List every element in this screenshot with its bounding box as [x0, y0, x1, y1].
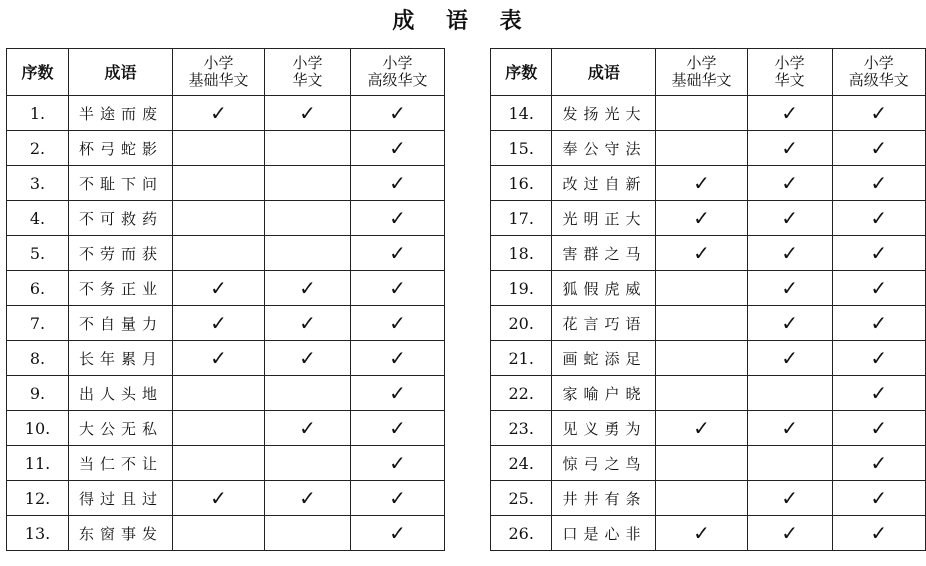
- basic-chinese-check-cell: [173, 201, 265, 236]
- row-number: 22.: [491, 376, 552, 411]
- standard-chinese-check-cell: [747, 131, 832, 166]
- basic-chinese-check-cell: [173, 516, 265, 551]
- idiom-text: 不可救药: [69, 201, 173, 236]
- standard-chinese-check-cell: [747, 201, 832, 236]
- checkmark-icon: ✓: [389, 206, 406, 230]
- row-number: 13.: [7, 516, 69, 551]
- row-number: 3.: [7, 166, 69, 201]
- table-row: [491, 131, 926, 166]
- checkmark-icon: ✓: [870, 381, 888, 405]
- basic-chinese-check-cell: [656, 201, 747, 236]
- idiom-text: 当仁不让: [69, 446, 173, 481]
- header-advanced-line1: 小学: [382, 54, 413, 72]
- header-no: 序数: [7, 49, 69, 96]
- header-basic-line1: 小学: [686, 54, 717, 72]
- table-row: [7, 341, 445, 376]
- checkmark-icon: ✓: [389, 381, 406, 405]
- advanced-chinese-check-cell: [351, 446, 445, 481]
- basic-chinese-check-cell: [173, 96, 265, 131]
- basic-chinese-check-cell: [656, 516, 747, 551]
- checkmark-icon: ✓: [389, 101, 406, 125]
- table-row: [491, 376, 926, 411]
- advanced-chinese-check-cell: [351, 376, 445, 411]
- standard-chinese-check-cell: [265, 201, 351, 236]
- idiom-text: 半途而废: [69, 96, 173, 131]
- row-number: 2.: [7, 131, 69, 166]
- checkmark-icon: ✓: [210, 101, 227, 125]
- table-row: [7, 131, 445, 166]
- basic-chinese-check-cell: [173, 411, 265, 446]
- header-basic-line2: 基础华文: [188, 71, 249, 89]
- table-row: [7, 446, 445, 481]
- checkmark-icon: ✓: [389, 276, 406, 300]
- header-standard-line2: 华文: [774, 71, 805, 89]
- standard-chinese-check-cell: [747, 341, 832, 376]
- idiom-text: 长年累月: [69, 341, 173, 376]
- standard-chinese-check-cell: [265, 411, 351, 446]
- row-number: 14.: [491, 96, 552, 131]
- checkmark-icon: ✓: [870, 451, 888, 475]
- header-basic-line1: 小学: [203, 54, 234, 72]
- idiom-table-right: [490, 48, 926, 551]
- advanced-chinese-check-cell: [351, 411, 445, 446]
- basic-chinese-check-cell: [173, 271, 265, 306]
- advanced-chinese-check-cell: [832, 271, 925, 306]
- header-row: [491, 49, 926, 96]
- basic-chinese-check-cell: [173, 306, 265, 341]
- standard-chinese-check-cell: [747, 306, 832, 341]
- row-number: 5.: [7, 236, 69, 271]
- standard-chinese-check-cell: [265, 166, 351, 201]
- row-number: 6.: [7, 271, 69, 306]
- checkmark-icon: ✓: [389, 171, 406, 195]
- advanced-chinese-check-cell: [832, 236, 925, 271]
- checkmark-icon: ✓: [389, 521, 406, 545]
- row-number: 9.: [7, 376, 69, 411]
- standard-chinese-check-cell: [747, 236, 832, 271]
- checkmark-icon: ✓: [299, 346, 316, 370]
- checkmark-icon: ✓: [210, 486, 227, 510]
- advanced-chinese-check-cell: [832, 376, 925, 411]
- idiom-table-left: [6, 48, 445, 551]
- table-row: [7, 411, 445, 446]
- idiom-text: 见义勇为: [552, 411, 656, 446]
- header-advanced-chinese: [832, 49, 925, 96]
- table-row: [491, 411, 926, 446]
- row-number: 4.: [7, 201, 69, 236]
- checkmark-icon: ✓: [299, 486, 316, 510]
- checkmark-icon: ✓: [389, 241, 406, 265]
- basic-chinese-check-cell: [656, 446, 747, 481]
- basic-chinese-check-cell: [173, 341, 265, 376]
- table-row: [7, 166, 445, 201]
- basic-chinese-check-cell: [656, 341, 747, 376]
- checkmark-icon: ✓: [389, 136, 406, 160]
- basic-chinese-check-cell: [173, 446, 265, 481]
- checkmark-icon: ✓: [693, 241, 710, 265]
- standard-chinese-check-cell: [747, 446, 832, 481]
- advanced-chinese-check-cell: [351, 341, 445, 376]
- standard-chinese-check-cell: [747, 271, 832, 306]
- table-row: [491, 481, 926, 516]
- header-basic-chinese: [173, 49, 265, 96]
- header-advanced-line1: 小学: [863, 54, 894, 72]
- standard-chinese-check-cell: [747, 411, 832, 446]
- idiom-text: 画蛇添足: [552, 341, 656, 376]
- header-idiom: 成语: [69, 49, 173, 96]
- basic-chinese-check-cell: [173, 481, 265, 516]
- idiom-text: 大公无私: [69, 411, 173, 446]
- basic-chinese-check-cell: [656, 411, 747, 446]
- table-row: [7, 376, 445, 411]
- header-basic-line2: 基础华文: [671, 71, 732, 89]
- idiom-text: 狐假虎威: [552, 271, 656, 306]
- header-advanced-line2: 高级华文: [367, 71, 428, 89]
- row-number: 24.: [491, 446, 552, 481]
- table-row: [491, 446, 926, 481]
- row-number: 19.: [491, 271, 552, 306]
- checkmark-icon: ✓: [299, 276, 316, 300]
- advanced-chinese-check-cell: [351, 96, 445, 131]
- checkmark-icon: ✓: [299, 101, 316, 125]
- checkmark-icon: ✓: [781, 206, 799, 230]
- row-number: 15.: [491, 131, 552, 166]
- checkmark-icon: ✓: [781, 311, 799, 335]
- standard-chinese-check-cell: [265, 271, 351, 306]
- checkmark-icon: ✓: [781, 346, 799, 370]
- basic-chinese-check-cell: [656, 481, 747, 516]
- checkmark-icon: ✓: [870, 171, 888, 195]
- checkmark-icon: ✓: [781, 521, 799, 545]
- row-number: 21.: [491, 341, 552, 376]
- advanced-chinese-check-cell: [832, 96, 925, 131]
- advanced-chinese-check-cell: [832, 201, 925, 236]
- row-number: 20.: [491, 306, 552, 341]
- checkmark-icon: ✓: [781, 486, 799, 510]
- checkmark-icon: ✓: [781, 241, 799, 265]
- advanced-chinese-check-cell: [351, 166, 445, 201]
- checkmark-icon: ✓: [870, 416, 888, 440]
- idiom-text: 东窗事发: [69, 516, 173, 551]
- page-title: 成 语 表: [392, 9, 534, 34]
- idiom-text: 发扬光大: [552, 96, 656, 131]
- idiom-text: 家喻户晓: [552, 376, 656, 411]
- idiom-text: 口是心非: [552, 516, 656, 551]
- basic-chinese-check-cell: [173, 131, 265, 166]
- checkmark-icon: ✓: [870, 521, 888, 545]
- table-row: [7, 481, 445, 516]
- advanced-chinese-check-cell: [832, 131, 925, 166]
- header-basic-chinese: [656, 49, 747, 96]
- standard-chinese-check-cell: [265, 131, 351, 166]
- advanced-chinese-check-cell: [832, 341, 925, 376]
- standard-chinese-check-cell: [265, 306, 351, 341]
- row-number: 16.: [491, 166, 552, 201]
- checkmark-icon: ✓: [781, 276, 799, 300]
- header-standard-chinese: [747, 49, 832, 96]
- idiom-text: 改过自新: [552, 166, 656, 201]
- row-number: 10.: [7, 411, 69, 446]
- row-number: 12.: [7, 481, 69, 516]
- table-row: [491, 236, 926, 271]
- checkmark-icon: ✓: [389, 416, 406, 440]
- standard-chinese-check-cell: [265, 341, 351, 376]
- checkmark-icon: ✓: [781, 416, 799, 440]
- checkmark-icon: ✓: [781, 136, 799, 160]
- checkmark-icon: ✓: [870, 206, 888, 230]
- basic-chinese-check-cell: [173, 236, 265, 271]
- checkmark-icon: ✓: [210, 311, 227, 335]
- header-no: 序数: [491, 49, 552, 96]
- checkmark-icon: ✓: [870, 136, 888, 160]
- checkmark-icon: ✓: [693, 416, 710, 440]
- header-idiom: 成语: [552, 49, 656, 96]
- checkmark-icon: ✓: [389, 346, 406, 370]
- idiom-text: 出人头地: [69, 376, 173, 411]
- basic-chinese-check-cell: [656, 96, 747, 131]
- standard-chinese-check-cell: [265, 236, 351, 271]
- table-row: [491, 201, 926, 236]
- basic-chinese-check-cell: [656, 271, 747, 306]
- table-row: [491, 271, 926, 306]
- standard-chinese-check-cell: [747, 166, 832, 201]
- idiom-text: 惊弓之鸟: [552, 446, 656, 481]
- basic-chinese-check-cell: [173, 166, 265, 201]
- checkmark-icon: ✓: [870, 346, 888, 370]
- advanced-chinese-check-cell: [832, 516, 925, 551]
- basic-chinese-check-cell: [656, 131, 747, 166]
- checkmark-icon: ✓: [389, 311, 406, 335]
- checkmark-icon: ✓: [693, 206, 710, 230]
- standard-chinese-check-cell: [747, 96, 832, 131]
- advanced-chinese-check-cell: [351, 236, 445, 271]
- checkmark-icon: ✓: [693, 171, 710, 195]
- standard-chinese-check-cell: [747, 376, 832, 411]
- row-number: 18.: [491, 236, 552, 271]
- row-number: 1.: [7, 96, 69, 131]
- idiom-text: 花言巧语: [552, 306, 656, 341]
- basic-chinese-check-cell: [656, 306, 747, 341]
- checkmark-icon: ✓: [210, 346, 227, 370]
- table-row: [7, 271, 445, 306]
- idiom-text: 不劳而获: [69, 236, 173, 271]
- table-row: [491, 96, 926, 131]
- checkmark-icon: ✓: [870, 241, 888, 265]
- standard-chinese-check-cell: [265, 516, 351, 551]
- row-number: 7.: [7, 306, 69, 341]
- standard-chinese-check-cell: [265, 96, 351, 131]
- idiom-text: 不务正业: [69, 271, 173, 306]
- checkmark-icon: ✓: [870, 276, 888, 300]
- checkmark-icon: ✓: [389, 451, 406, 475]
- header-standard-line1: 小学: [774, 54, 805, 72]
- table-row: [491, 341, 926, 376]
- checkmark-icon: ✓: [870, 101, 888, 125]
- table-body-left: [7, 96, 445, 551]
- idiom-text: 不自量力: [69, 306, 173, 341]
- checkmark-icon: ✓: [299, 416, 316, 440]
- advanced-chinese-check-cell: [351, 271, 445, 306]
- table-body-right: [491, 96, 926, 551]
- table-row: [491, 306, 926, 341]
- header-advanced-line2: 高级华文: [848, 71, 909, 89]
- idiom-text: 光明正大: [552, 201, 656, 236]
- checkmark-icon: ✓: [299, 311, 316, 335]
- row-number: 17.: [491, 201, 552, 236]
- checkmark-icon: ✓: [870, 486, 888, 510]
- idiom-text: 害群之马: [552, 236, 656, 271]
- header-standard-line2: 华文: [292, 71, 323, 89]
- standard-chinese-check-cell: [747, 516, 832, 551]
- standard-chinese-check-cell: [265, 376, 351, 411]
- checkmark-icon: ✓: [781, 101, 799, 125]
- standard-chinese-check-cell: [265, 481, 351, 516]
- advanced-chinese-check-cell: [351, 516, 445, 551]
- header-standard-line1: 小学: [292, 54, 323, 72]
- table-row: [491, 516, 926, 551]
- row-number: 26.: [491, 516, 552, 551]
- table-row: [7, 516, 445, 551]
- row-number: 11.: [7, 446, 69, 481]
- advanced-chinese-check-cell: [832, 481, 925, 516]
- table-row: [7, 96, 445, 131]
- basic-chinese-check-cell: [656, 376, 747, 411]
- idiom-text: 不耻下问: [69, 166, 173, 201]
- advanced-chinese-check-cell: [832, 446, 925, 481]
- row-number: 8.: [7, 341, 69, 376]
- basic-chinese-check-cell: [656, 166, 747, 201]
- checkmark-icon: ✓: [693, 521, 710, 545]
- advanced-chinese-check-cell: [351, 201, 445, 236]
- row-number: 23.: [491, 411, 552, 446]
- row-number: 25.: [491, 481, 552, 516]
- header-advanced-chinese: [351, 49, 445, 96]
- header-standard-chinese: [265, 49, 351, 96]
- table-row: [7, 236, 445, 271]
- idiom-text: 奉公守法: [552, 131, 656, 166]
- standard-chinese-check-cell: [265, 446, 351, 481]
- basic-chinese-check-cell: [173, 376, 265, 411]
- table-row: [7, 201, 445, 236]
- basic-chinese-check-cell: [656, 236, 747, 271]
- advanced-chinese-check-cell: [832, 166, 925, 201]
- advanced-chinese-check-cell: [832, 411, 925, 446]
- table-row: [7, 306, 445, 341]
- advanced-chinese-check-cell: [351, 306, 445, 341]
- checkmark-icon: ✓: [870, 311, 888, 335]
- advanced-chinese-check-cell: [832, 306, 925, 341]
- advanced-chinese-check-cell: [351, 481, 445, 516]
- checkmark-icon: ✓: [389, 486, 406, 510]
- table-row: [491, 166, 926, 201]
- checkmark-icon: ✓: [210, 276, 227, 300]
- idiom-text: 杯弓蛇影: [69, 131, 173, 166]
- header-row: [7, 49, 445, 96]
- advanced-chinese-check-cell: [351, 131, 445, 166]
- checkmark-icon: ✓: [781, 171, 799, 195]
- standard-chinese-check-cell: [747, 481, 832, 516]
- idiom-text: 井井有条: [552, 481, 656, 516]
- idiom-text: 得过且过: [69, 481, 173, 516]
